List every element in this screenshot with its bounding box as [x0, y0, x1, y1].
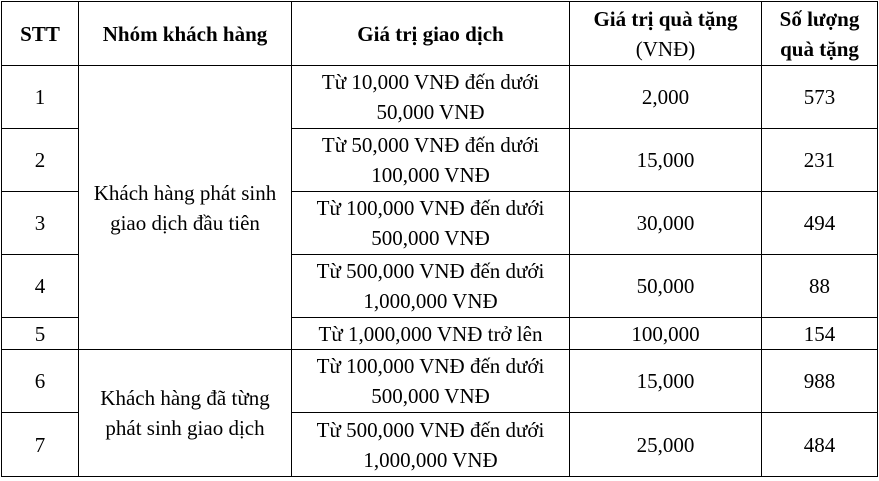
header-gift-value-line1: Giá trị quà tặng	[593, 6, 738, 31]
cell-group-first: Khách hàng phát sinh giao dịch đầu tiên	[79, 66, 292, 350]
cell-stt: 5	[2, 318, 79, 350]
cell-stt: 1	[2, 66, 79, 129]
cell-range	[292, 192, 570, 255]
cell-range	[292, 318, 570, 350]
cell-gift-count: 231	[762, 129, 878, 192]
header-gift-count	[762, 2, 878, 66]
header-gift-value	[570, 2, 762, 66]
cell-gift-value: 2,000	[570, 66, 762, 129]
header-gift-count-line1: Số lượng	[779, 6, 860, 31]
cell-range	[292, 129, 570, 192]
range-line1: Từ 500,000 VNĐ đến dưới	[316, 259, 545, 283]
table-row	[2, 66, 878, 129]
cell-gift-value: 25,000	[570, 413, 762, 477]
cell-gift-value: 15,000	[570, 129, 762, 192]
range-line2: 1,000,000 VNĐ	[363, 447, 498, 472]
header-group: Nhóm khách hàng	[79, 2, 292, 66]
cell-stt: 2	[2, 129, 79, 192]
cell-stt: 4	[2, 255, 79, 318]
range-line2: 500,000 VNĐ	[371, 226, 490, 250]
cell-gift-count: 988	[762, 350, 878, 413]
cell-range	[292, 255, 570, 318]
cell-range	[292, 66, 570, 129]
range-line1: Từ 100,000 VNĐ đến dưới	[316, 354, 545, 378]
cell-stt: 7	[2, 413, 79, 477]
range-line2: 1,000,000 VNĐ	[363, 289, 498, 313]
range-line1: Từ 1,000,000 VNĐ trở lên	[318, 321, 543, 346]
cell-range	[292, 350, 570, 413]
header-row	[2, 2, 878, 66]
range-line2: 50,000 VNĐ	[376, 100, 485, 124]
range-line2: 500,000 VNĐ	[371, 384, 490, 408]
header-transaction-value: Giá trị giao dịch	[292, 2, 570, 66]
gift-table	[1, 1, 878, 477]
cell-range	[292, 413, 570, 477]
range-line1: Từ 100,000 VNĐ đến dưới	[316, 196, 545, 220]
cell-gift-value: 30,000	[570, 192, 762, 255]
range-line2: 100,000 VNĐ	[371, 163, 490, 187]
cell-group-returning: Khách hàng đã từng phát sinh giao dịch	[79, 350, 292, 477]
cell-stt: 6	[2, 350, 79, 413]
cell-gift-value: 15,000	[570, 350, 762, 413]
cell-gift-count: 154	[762, 318, 878, 350]
cell-gift-count: 573	[762, 66, 878, 129]
range-line1: Từ 50,000 VNĐ đến dưới	[321, 133, 540, 157]
cell-gift-count: 494	[762, 192, 878, 255]
table-row	[2, 350, 878, 413]
range-line1: Từ 500,000 VNĐ đến dưới	[316, 417, 545, 442]
cell-gift-value: 50,000	[570, 255, 762, 318]
cell-stt: 3	[2, 192, 79, 255]
cell-gift-value: 100,000	[570, 318, 762, 350]
range-line1: Từ 10,000 VNĐ đến dưới	[321, 70, 540, 94]
header-stt: STT	[2, 2, 79, 66]
cell-gift-count: 88	[762, 255, 878, 318]
header-gift-value-line2: (VNĐ)	[635, 36, 696, 61]
cell-gift-count: 484	[762, 413, 878, 477]
header-gift-count-line2: quà tặng	[780, 36, 859, 61]
